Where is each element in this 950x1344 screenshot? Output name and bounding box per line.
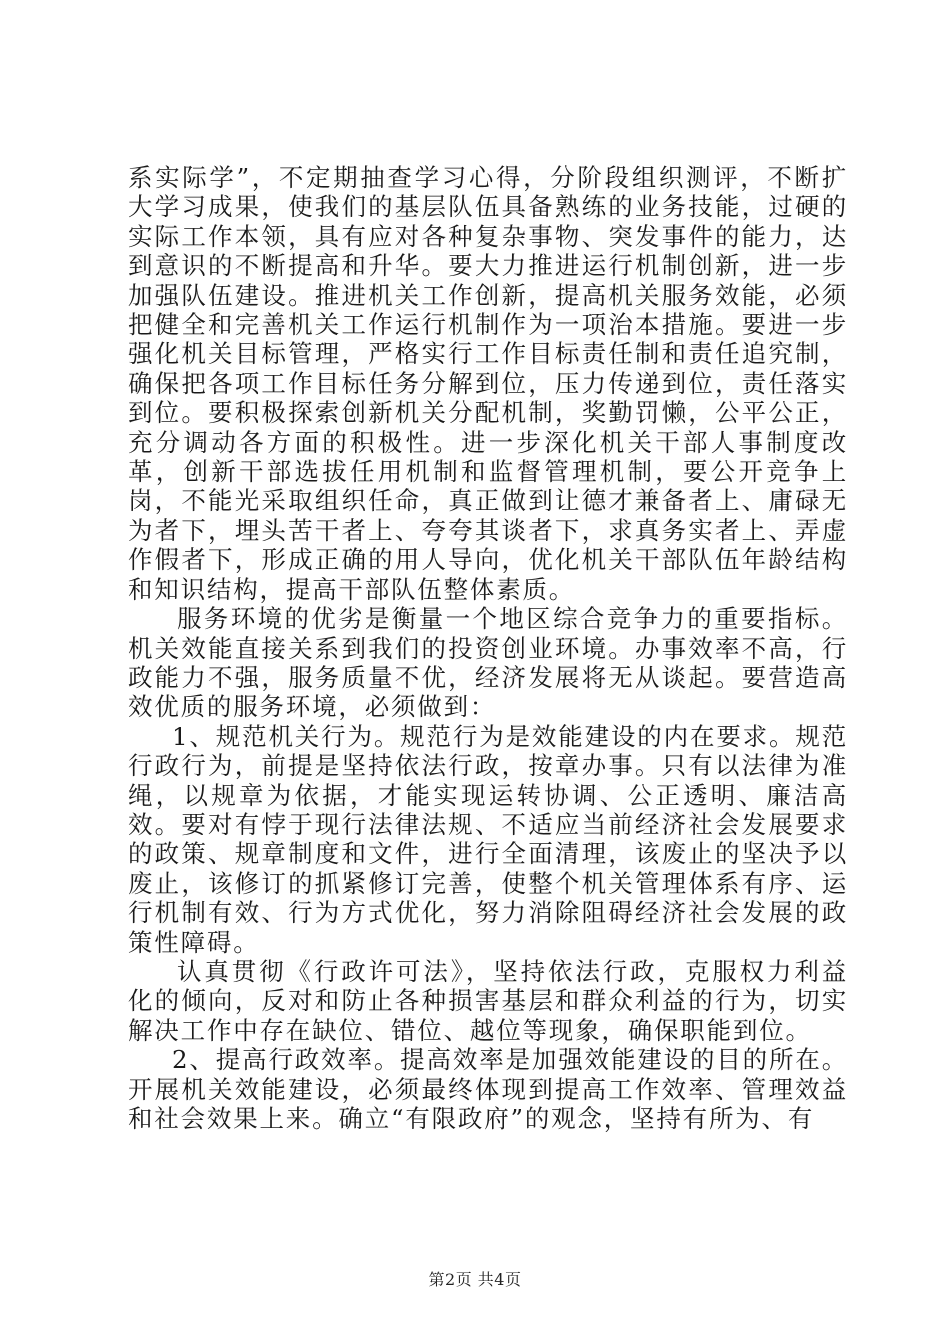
page-number-footer: 第2页 共4页 — [428, 1270, 522, 1289]
paragraph-administrative-licensing: 认真贯彻《行政许可法》，坚持依法行政，克服权力利益化的倾向，反对和防止各种损害基层和群众利益的行为，切实解决工作中存在缺位、错位、越位等现象，确保职能到位。 — [128, 956, 848, 1045]
paragraph-continuation: 系实际学”，不定期抽查学习心得，分阶段组织测评，不断扩大学习成果，使我们的基层队伍具备熟练的业务技能，过硬的实际工作本领，具有应对各种复杂事物、突发事件的能力，达到意识的不断提高和升华。要大力推进运行机制创新，进一步加强队伍建设。推进机关工作创新，提高机关服务效能，必须把健全和完善机关工作运行机制作为一项治本措施。要进一步强化机关目标管理，严格实行工作目标责任制和责任追究制，确保把各项工作目标任务分解到位，压力传递到位，责任落实到位。要积极探索创新机关分配机制，奖勤罚懒，公平公正，充分调动各方面的积极性。进一步深化机关干部人事制度改革，创新干部选拔任用机制和监督管理机制，要公开竞争上岗，不能光采取组织任命，真正做到让德才兼备者上、庸碌无为者下，埋头苦干者上、夸夸其谈者下，求真务实者上、弄虚作假者下，形成正确的用人导向，优化机关干部队伍年龄结构和知识结构，提高干部队伍整体素质。 — [128, 163, 848, 604]
document-body — [128, 163, 848, 1133]
paragraph-item-1: 1、规范机关行为。规范行为是效能建设的内在要求。规范行政行为，前提是坚持依法行政，按章办事。只有以法律为准绳，以规章为依据，才能实现运转协调、公正透明、廉洁高效。要对有悖于现行法律法规、不适应当前经济社会发展要求的政策、规章制度和文件，进行全面清理，该废止的坚决予以废止，该修订的抓紧修订完善，使整个机关管理体系有序、运行机制有效、行为方式优化，努力消除阻碍经济社会发展的政策性障碍。 — [128, 721, 848, 957]
paragraph-item-2: 2、提高行政效率。提高效率是加强效能建设的目的所在。开展机关效能建设，必须最终体现到提高工作效率、管理效益和社会效果上来。确立“有限政府”的观念，坚持有所为、有 — [128, 1045, 848, 1133]
paragraph-service-environment: 服务环境的优劣是衡量一个地区综合竞争力的重要指标。机关效能直接关系到我们的投资创业环境。办事效率不高，行政能力不强，服务质量不优，经济发展将无从谈起。要营造高效优质的服务环境，必须做到： — [128, 604, 848, 722]
